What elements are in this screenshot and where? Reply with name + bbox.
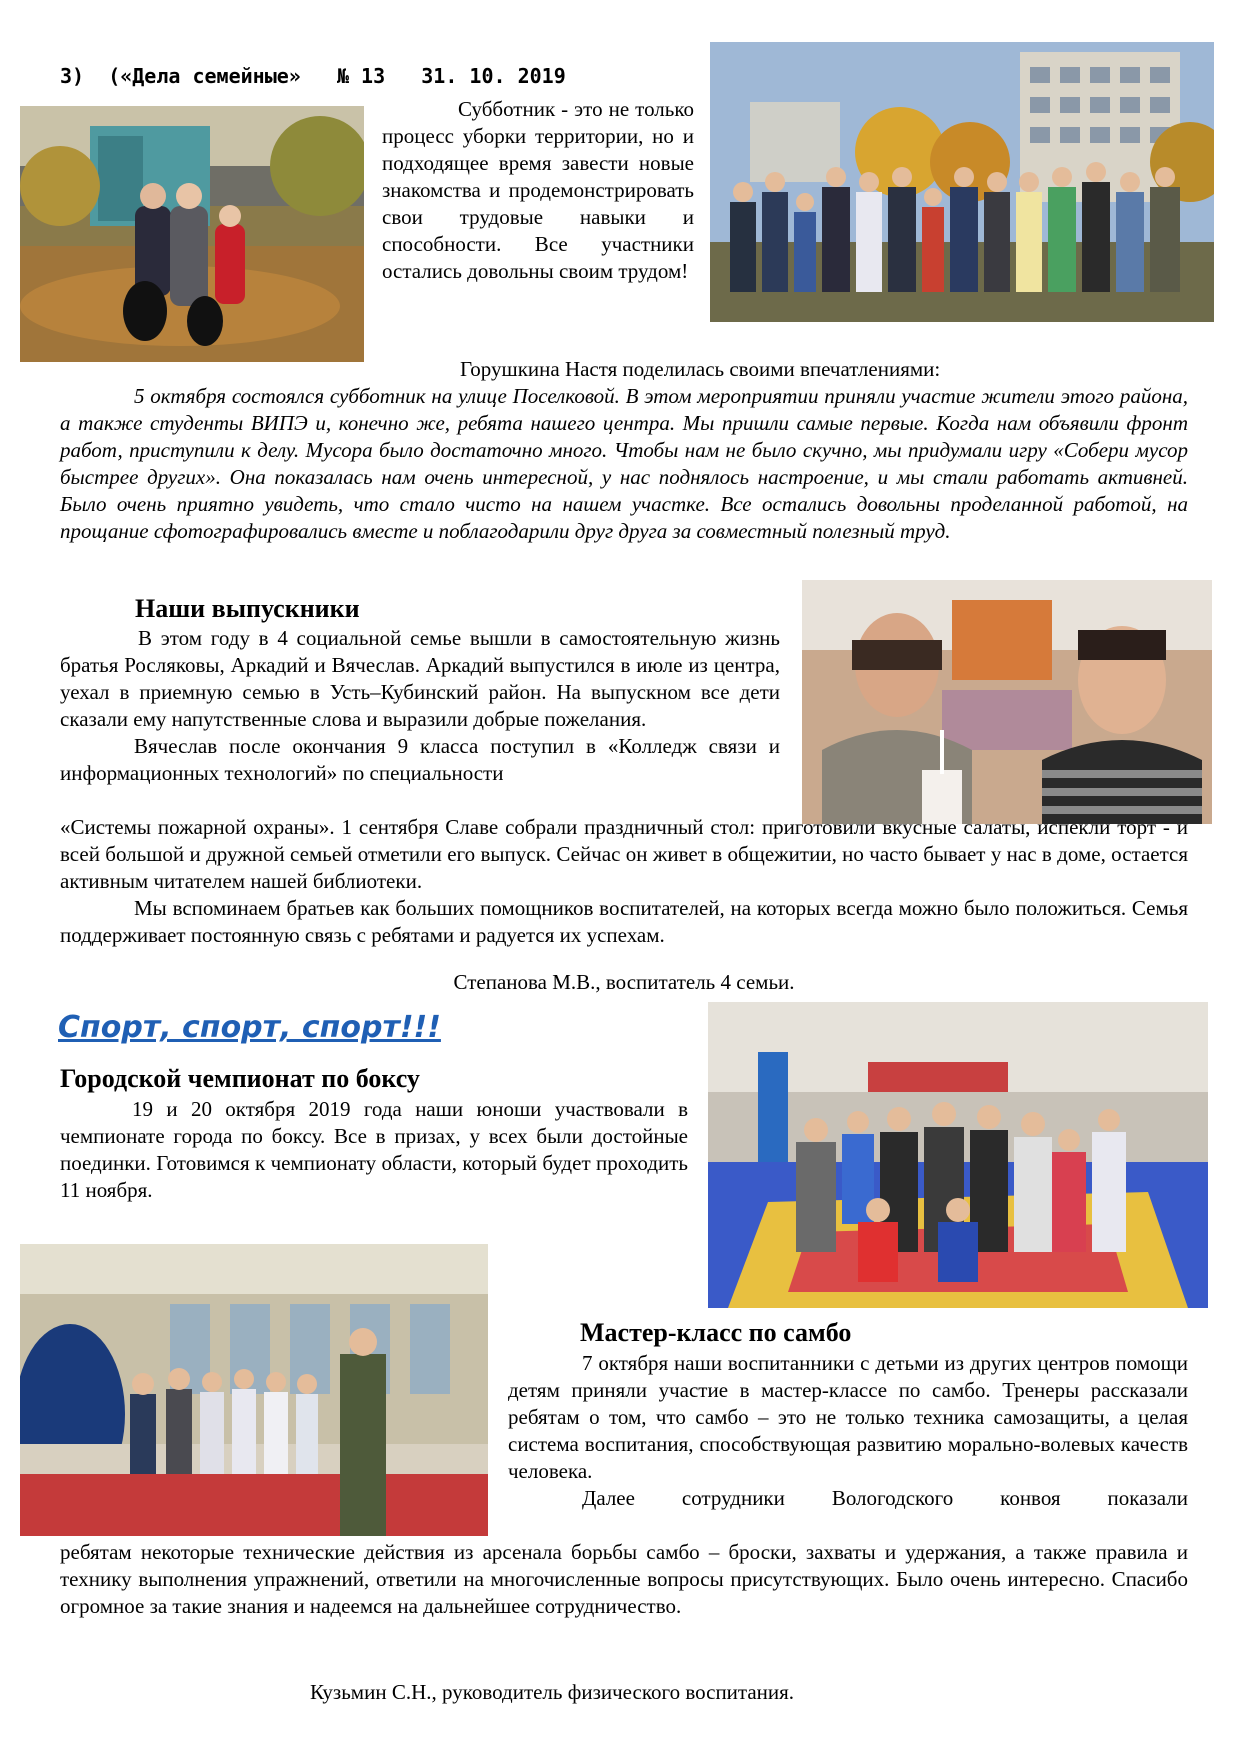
boxing-text: 19 и 20 октября 2019 года наши юноши участвовали в чемпионате города по боксу. Все в призах, у всех были достойные поединки. Готовимся к чемпионату области, который будет проходить 11 ноября. (60, 1097, 688, 1202)
graduates-text: В этом году в 4 социальной семье вышли в самостоятельную жизнь братья Росляковы, Аркадий и Вячеслав. Аркадий выпустился в июле из центра, уехал в приемную семью в Усть–Кубинский район. На выпускном все дети сказали ему напутственные слова и выразили добрые пожелания. Вячеслав после окончания 9 класса поступил в «Колледж связи и информационных технологий» по специальности (60, 626, 780, 785)
subbotnik-quote: 5 октября состоялся субботник на улице Поселковой. В этом мероприятии приняли участие жители этого района, а также студенты ВИПЭ и, конечно же, ребята нашего центра. Мы пришли самые первые. Когда нам объявили фронт работ, приступили к делу. Мусора было достаточно много. Чтобы нам не было скучно, мы придумали игру «Собери мусор быстрее других». Она показалась нам очень интересной, у нас поднялось настроение, и мы стали работать активней. Было очень приятно увидеть, что стало чисто на нашем участке. Все остались довольны проделанной работой, на прощание сфотографировались вместе и поблагодарили друг друга за совместный полезный труд. (60, 384, 1188, 543)
sambo-signature: Кузьмин С.Н., руководитель физического воспитания. (310, 1680, 795, 1704)
sport-section-title: Спорт, спорт, спорт!!! (58, 1010, 441, 1045)
photo-graduates (802, 580, 1212, 824)
subbotnik-intro: Субботник - это не только процесс уборки территории, но и подходящее время завести новые знакомства и продемонстрировать свои трудовые навыки и способности. Все участники остались довольны своим трудом! (382, 97, 694, 283)
sambo-text: 7 октября наши воспитанники с детьми из других центров помощи детям приняли участие в мастер-классе по самбо. Тренеры рассказали ребятам о том, что самбо – это не только техника самозащиты, а целая система воспитания, способствующая развитию морально-волевых качеств человека. Далее сотрудники Вологодского конвоя показали (508, 1351, 1188, 1510)
sambo-title: Мастер-класс по самбо (580, 1318, 852, 1347)
photo-boxing-team (708, 1002, 1208, 1308)
photo-subbotnik-group (710, 42, 1214, 322)
photo-family-cleanup (20, 106, 364, 362)
sambo-text-wide: ребятам некоторые технические действия из арсенала борьбы самбо – броски, захваты и удержания, а также правила и технику выполнения упражнений, ответили на многочисленные вопросы присутствующих. Было очень интересно. Спасибо огромное за такие знания и надеемся на дальнейшее сотрудничество. (60, 1540, 1188, 1618)
photo-sambo-class (20, 1244, 488, 1536)
graduates-title: Наши выпускники (135, 594, 360, 623)
quote-attribution: Горушкина Настя поделилась своими впечатлениями: (460, 357, 941, 381)
boxing-title: Городской чемпионат по боксу (60, 1064, 420, 1093)
newsletter-number: № 13 (336, 64, 386, 88)
issue-number: 3) (60, 64, 85, 88)
newsletter-date: 31. 10. 2019 (421, 64, 566, 88)
graduates-text-wide: «Системы пожарной охраны». 1 сентября Славе собрали праздничный стол: приготовили вкусные салаты, испекли торт - и всей большой и дружной семьей отметили его выпуск. Сейчас он живет в общежитии, но часто бывает у нас в доме, остается активным читателем нашей библиотеки. Мы вспоминаем братьев как больших помощников воспитателей, на которых всегда можно было положиться. Семья поддерживает постоянную связь с ребятами и радуется их успехам. (60, 815, 1188, 947)
issue-header (60, 64, 700, 88)
newsletter-title: («Дела семейные» (108, 64, 301, 88)
graduates-signature: Степанова М.В., воспитатель 4 семьи. (453, 970, 795, 994)
